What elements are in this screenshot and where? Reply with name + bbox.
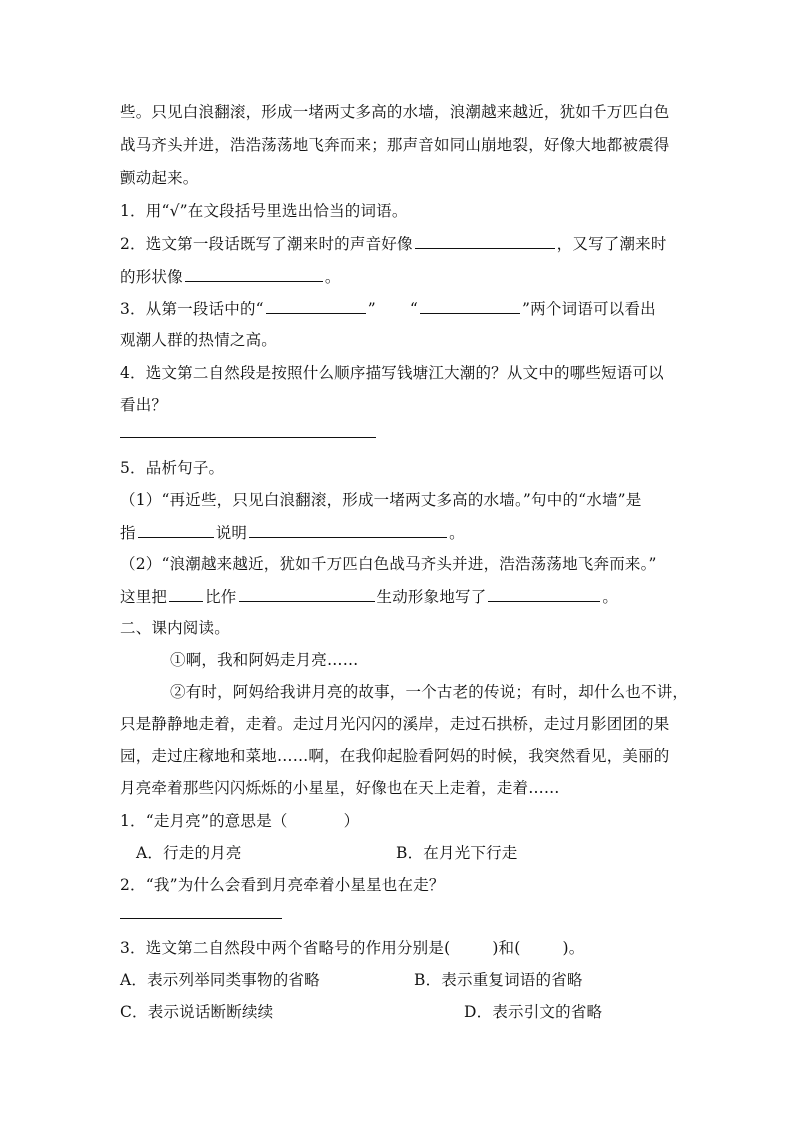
question-text: ”两个词语可以看出: [522, 300, 656, 318]
reading-question-2: 2．“我”为什么会看到月亮牵着小星星也在走？: [120, 876, 445, 894]
question-5-2-cont: [120, 586, 618, 607]
answer-line[interactable]: [120, 437, 376, 438]
option-b[interactable]: B．在月光下行走: [396, 844, 518, 862]
reading-paragraph-2: ②有时，阿妈给我讲月亮的故事，一个古老的传说；有时，却什么也不讲，: [170, 683, 689, 701]
reading-paragraph-2: 只是静静地走着，走着。走过月光闪闪的溪岸，走过石拱桥，走过月影团团的果: [120, 715, 670, 733]
answer-blank[interactable]: [239, 586, 375, 602]
question-text: 2．选文第一段话既写了潮来时的声音好像: [120, 235, 413, 253]
question-5: 5．品析句子。: [120, 459, 225, 477]
question-4-cont: 看出？: [120, 396, 168, 414]
answer-line[interactable]: [120, 918, 282, 919]
question-text: 生动形象地写了: [376, 588, 487, 606]
question-text: 说明: [215, 524, 248, 542]
question-text: 指: [120, 524, 136, 542]
question-4: 4．选文第二自然段是按照什么顺序描写钱塘江大潮的？从文中的哪些短语可以: [120, 364, 664, 382]
question-text: 这里把: [120, 588, 168, 606]
question-text: 的形状像: [120, 268, 183, 286]
option-a[interactable]: A．行走的月亮: [136, 844, 242, 862]
answer-blank[interactable]: [138, 522, 214, 538]
question-text: “: [409, 300, 419, 318]
answer-blank[interactable]: [249, 522, 447, 538]
question-text: 比作: [205, 588, 237, 606]
answer-blank[interactable]: [488, 586, 600, 602]
question-text: ）: [343, 812, 360, 830]
question-text: 3．选文第二自然段中两个省略号的作用分别是(: [120, 939, 451, 957]
option-d[interactable]: D．表示引文的省略: [464, 1003, 603, 1021]
passage-line: 些。只见白浪翻滚，形成一堵两丈多高的水墙，浪潮越来越近，犹如千万匹白色: [120, 103, 670, 121]
question-text: ，又写了潮来时: [556, 235, 667, 253]
answer-blank[interactable]: [266, 298, 366, 314]
question-2-cont: [120, 266, 341, 287]
question-text: )。: [562, 939, 585, 957]
question-text: 。: [324, 268, 341, 286]
option-c[interactable]: C．表示说话断断续续: [120, 1003, 274, 1021]
question-1: 1．用“√”在文段括号里选出恰当的词语。: [120, 202, 408, 220]
reading-paragraph-1: ①啊，我和阿妈走月亮……: [170, 651, 359, 669]
reading-paragraph-2: 月亮牵着那些闪闪烁烁的小星星，好像也在天上走着，走着……: [120, 779, 560, 797]
reading-question-1: [120, 811, 359, 831]
question-5-1-cont: [120, 522, 465, 543]
answer-blank[interactable]: [185, 266, 323, 282]
question-text: ”: [367, 300, 376, 318]
question-5-1: （1）“再近些，只见白浪翻滚，形成一堵两丈多高的水墙。”句中的“水墙”是: [120, 491, 642, 509]
answer-blank[interactable]: [169, 586, 203, 602]
passage-line: 战马齐头并进，浩浩荡荡地飞奔而来；那声音如同山崩地裂，好像大地都被震得: [120, 136, 670, 154]
question-text: 3．从第一段话中的“: [120, 300, 264, 318]
section-title: 二、课内阅读。: [120, 619, 230, 637]
question-text: )和(: [492, 939, 521, 957]
reading-paragraph-2: 园，走过庄稼地和菜地……啊，在我仰起脸看阿妈的时候，我突然看见，美丽的: [120, 747, 670, 765]
question-3-cont: 观潮人群的热情之高。: [120, 331, 278, 349]
answer-blank[interactable]: [420, 298, 520, 314]
question-3: [120, 298, 656, 319]
question-2: [120, 233, 667, 254]
reading-question-3: [120, 938, 584, 958]
answer-blank[interactable]: [415, 233, 555, 249]
question-text: 。: [449, 524, 465, 542]
option-b[interactable]: B．表示重复词语的省略: [414, 971, 583, 989]
question-text: 1．“走月亮”的意思是（: [120, 812, 288, 830]
passage-line: 颤动起来。: [120, 169, 199, 187]
question-5-2: （2）“浪潮越来越近，犹如千万匹白色战马齐头并进，浩浩荡荡地飞奔而来。”: [120, 555, 657, 573]
question-text: 。: [602, 588, 619, 606]
option-a[interactable]: A．表示列举同类事物的省略: [120, 971, 320, 989]
